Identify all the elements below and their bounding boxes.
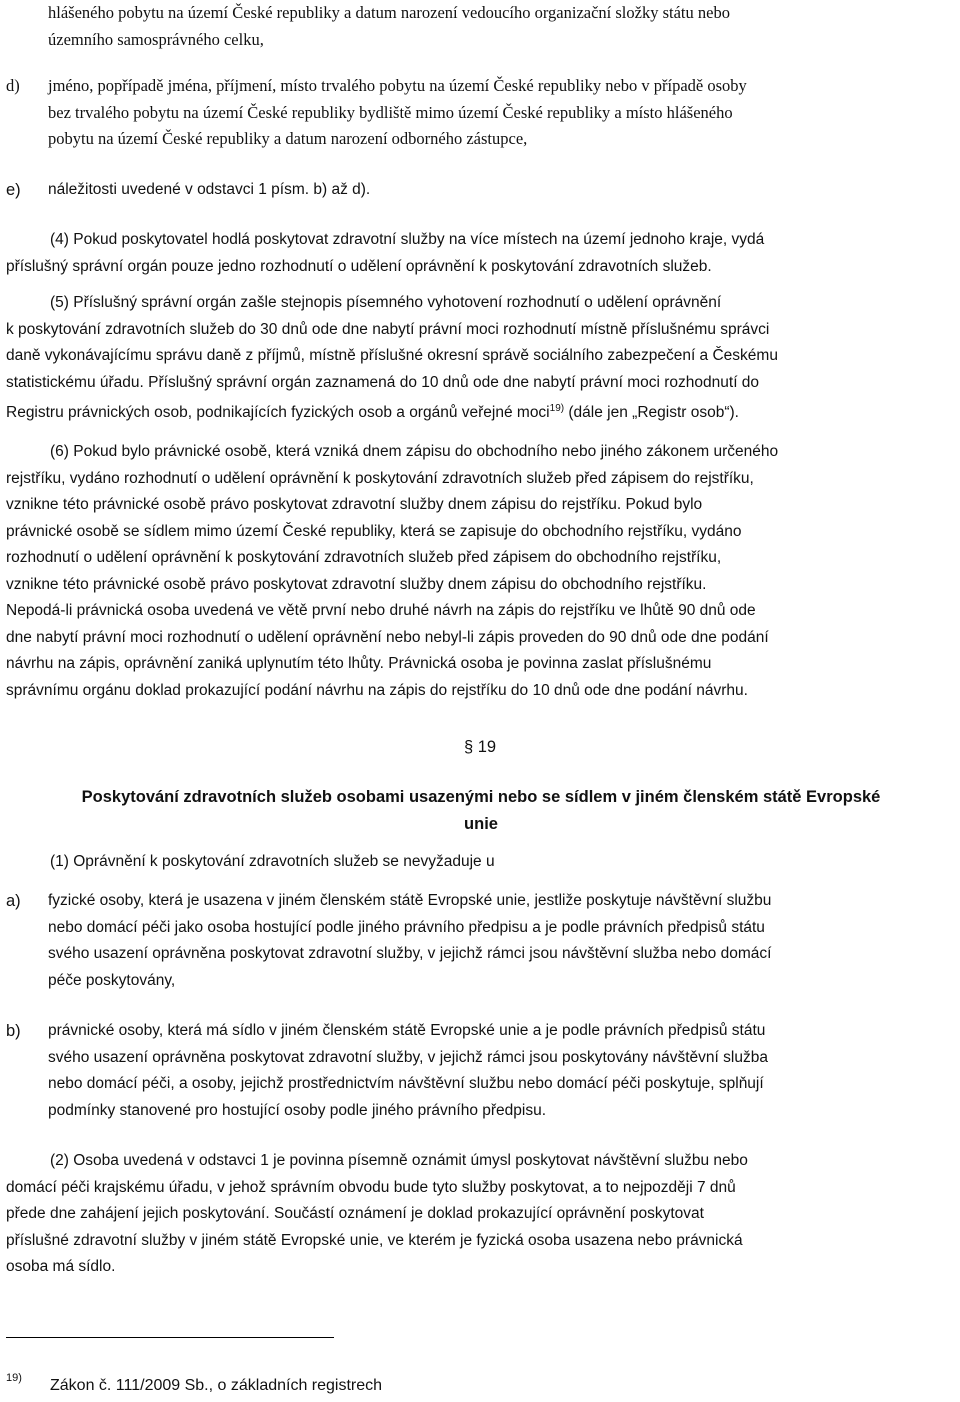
s19-item-a-text	[48, 888, 771, 994]
text-line: (5) Příslušný správní orgán zašle stejnopis písemného vyhotovení rozhodnutí o udělení oprávnění	[50, 294, 722, 311]
text-line: domácí péči krajskému úřadu, v jehož správním obvodu bude tyto služby poskytovat, a to nejpozději 7 dnů	[6, 1178, 736, 1196]
footnote-reference[interactable]: 19)	[549, 403, 565, 414]
text-line: pobytu na území České republiky a datum narození odborného zástupce,	[48, 129, 528, 148]
text-line: bez trvalého pobytu na území České republiky bydliště mimo území České republiky a místo hlášeného	[48, 102, 733, 122]
text-line: územního samosprávného celku,	[48, 29, 264, 49]
text-line: příslušné zdravotní služby v jiném státě Evropské unie, ve kterém je fyzická osoba usazena nebo právnická	[6, 1231, 743, 1249]
text-line: (6) Pokud bylo právnické osobě, která vzniká dnem zápisu do obchodního nebo jiného zákonem určeného	[50, 443, 779, 460]
footnote-number: 19)	[6, 1372, 22, 1384]
paragraph-5	[6, 290, 956, 427]
paragraph-6	[6, 439, 956, 704]
text-line: statistickému úřadu. Příslušný správní orgán zaznamená do 10 dnů ode dne nabytí právní moci rozhodnutí do	[6, 373, 760, 391]
item-d-text	[48, 73, 747, 153]
text-line: fyzické osoby, která je usazena v jiném členském státě Evropské unie, jestliže poskytuje návštěvní službu	[48, 892, 772, 909]
text-line: přede dne zahájení jejich poskytování. Součástí oznámení je doklad prokazující oprávnění poskytovat	[6, 1205, 704, 1222]
text-line	[6, 396, 956, 427]
text-line: dne nabytí právní moci rozhodnutí o udělení oprávnění nebo nebyl-li zápis proveden do 90 dnů ode dne podání	[6, 628, 769, 646]
item-d-label: d)	[6, 76, 20, 95]
text-line: rozhodnutí o udělení oprávnění k poskytování zdravotních služeb před zápisem do obchodního rejstříku,	[6, 549, 722, 566]
text-line: správnímu orgánu doklad prokazující podání návrhu na zápis do rejstříku do 10 dnů ode dne podání návrhu.	[6, 681, 748, 699]
item-e-label: e)	[6, 181, 21, 199]
footnote-divider	[6, 1337, 334, 1338]
text-line: vznikne této právnické osobě právo poskytovat zdravotní služby dnem zápisu do obchodního rejstříku.	[6, 575, 707, 593]
text-line: právnické osobě se sídlem mimo území České republiky, která se zapisuje do obchodního rejstříku, vydáno	[6, 522, 742, 540]
item-e-text: náležitosti uvedené v odstavci 1 písm. b) až d).	[48, 181, 371, 198]
text-line: příslušný správní orgán pouze jedno rozhodnutí o udělení oprávnění k poskytování zdravotních služeb.	[6, 257, 712, 275]
s19-paragraph-1: (1) Oprávnění k poskytování zdravotních služeb se nevyžaduje u	[50, 853, 495, 870]
text-segment: Registru právnických osob, podnikajících fyzických osob a orgánů veřejné moci	[6, 404, 550, 421]
text-line: podmínky stanovené pro hostující osoby podle jiného právního předpisu.	[48, 1101, 547, 1119]
text-line: (4) Pokud poskytovatel hodlá poskytovat zdravotní služby na více místech na území jednoho kraje, vydá	[50, 231, 765, 248]
section-heading	[6, 784, 956, 837]
text-line: nebo domácí péči, a osoby, jejichž prostřednictvím návštěvní službu nebo domácí péči poskytuje, splňují	[48, 1075, 764, 1092]
text-line: péče poskytovány,	[48, 971, 176, 989]
s19-item-b-label: b)	[6, 1022, 21, 1040]
s19-item-a-label: a)	[6, 892, 21, 910]
continuation-text	[48, 0, 730, 53]
text-line: svého usazení oprávněna poskytovat zdravotní služby, v jejichž rámci jsou návštěvní služba nebo domácí	[48, 945, 772, 962]
heading-line: Poskytování zdravotních služeb osobami usazenými nebo se sídlem v jiném členském státě Evropské	[81, 788, 881, 806]
heading-line: unie	[464, 814, 498, 833]
text-line: právnické osoby, která má sídlo v jiném členském státě Evropské unie a je podle právních předpisů státu	[48, 1022, 766, 1039]
text-line: rejstříku, vydáno rozhodnutí o udělení oprávnění k poskytování zdravotních služeb před zápisem do rejstříku,	[6, 469, 754, 487]
footnote-text: Zákon č. 111/2009 Sb., o základních registrech	[50, 1377, 383, 1394]
section-number: § 19	[463, 738, 497, 756]
text-line: svého usazení oprávněna poskytovat zdravotní služby, v jejichž rámci jsou poskytovány návštěvní služba	[48, 1048, 768, 1066]
text-line: osoba má sídlo.	[6, 1258, 116, 1275]
text-segment: (dále jen „Registr osob“).	[564, 404, 739, 421]
text-line: vznikne této právnické osobě právo poskytovat zdravotní služby dnem zápisu do rejstříku. Pokud bylo	[6, 496, 703, 513]
text-line: jméno, popřípadě jména, příjmení, místo trvalého pobytu na území České republiky nebo v případě osoby	[48, 76, 747, 95]
text-line: daně vykonávajícímu správu daně z příjmů, místně příslušné okresní správě sociálního zabezpečení a Českému	[6, 347, 778, 364]
paragraph-4	[6, 227, 956, 280]
s19-item-b-text	[48, 1018, 768, 1124]
s19-paragraph-2	[6, 1148, 956, 1281]
text-line: (2) Osoba uvedená v odstavci 1 je povinna písemně oznámit úmysl poskytovat návštěvní službu nebo	[50, 1152, 748, 1169]
text-line: hlášeného pobytu na území České republiky a datum narození vedoucího organizační složky státu nebo	[48, 3, 730, 22]
text-line: návrhu na zápis, oprávnění zaniká uplynutím této lhůty. Právnická osoba je povinna zaslat příslušnému	[6, 655, 712, 672]
text-line: k poskytování zdravotních služeb do 30 dnů ode dne nabytí právní moci rozhodnutí místně příslušnému správci	[6, 320, 770, 338]
text-line: Nepodá-li právnická osoba uvedená ve větě první nebo druhé návrh na zápis do rejstříku ve lhůtě 90 dnů ode	[6, 602, 756, 619]
text-line: nebo domácí péči jako osoba hostující podle jiného právního předpisu a je podle právních předpisů státu	[48, 918, 765, 936]
